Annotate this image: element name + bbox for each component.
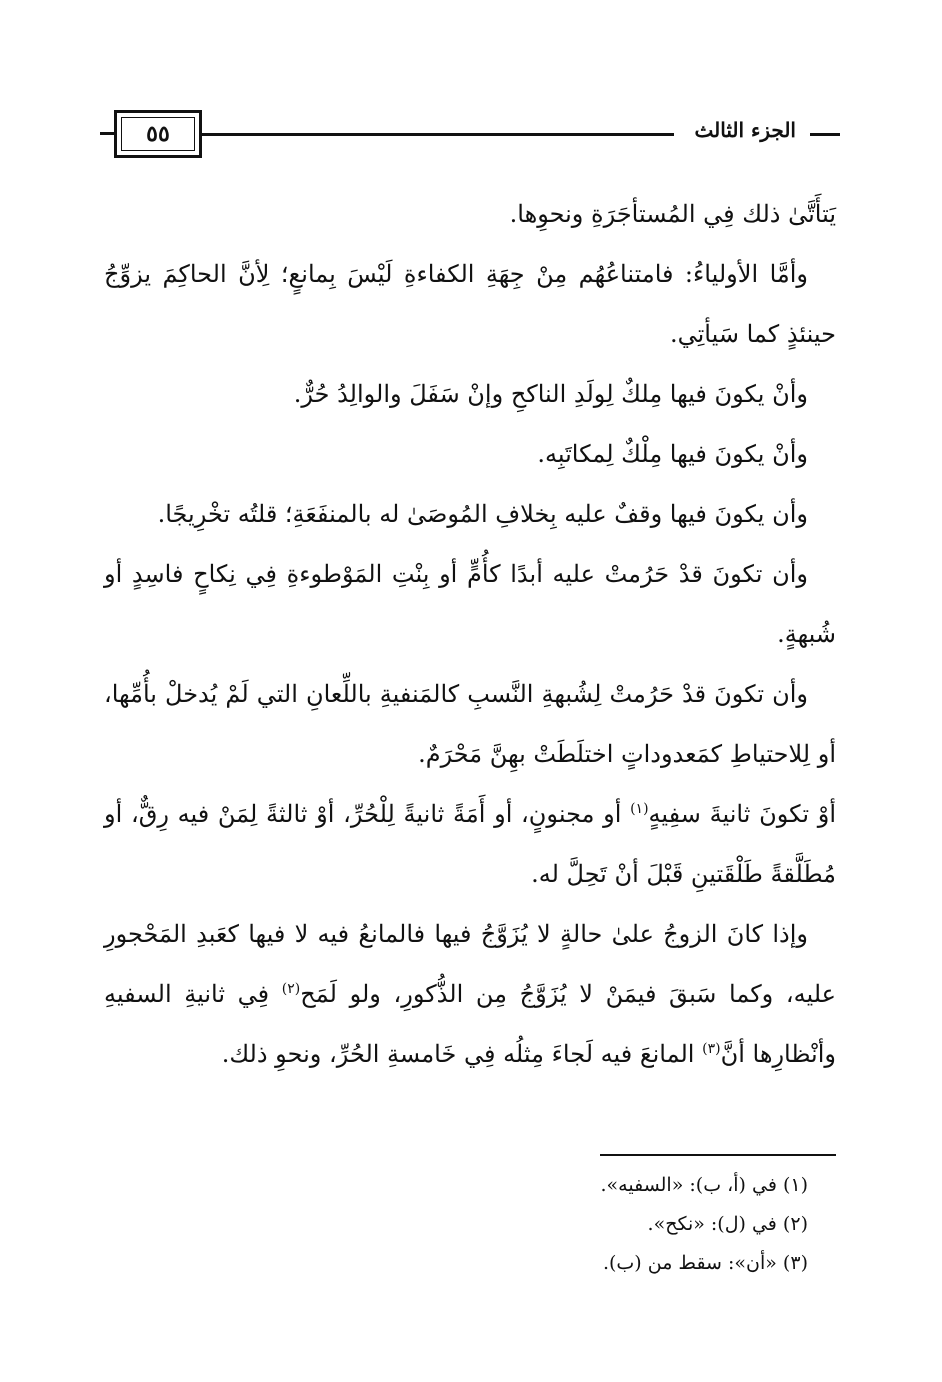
page-number: ٥٥ (146, 121, 170, 147)
paragraph: وأن تكونَ قدْ حَرُمتْ عليه أبدًا كأُمٍّ أو بِنْتِ المَوْطوءةِ فِي نِكاحٍ فاسِدٍ أو شُبهةٍ. (104, 560, 836, 648)
text-run: المانعَ فيه لَجاءَ مِثلُه فِي خَامسةِ الحُرِّ، ونحوِ ذلك. (221, 1040, 703, 1068)
text-run: وإذا كانَ الزوجُ علىٰ حالةٍ لا يُزَوَّجُ فيها فالمانعُ فيه لا فيها كعَبدِ المَحْجورِ عليه، وكما سَبقَ فيمَنْ لا يُزَوَّجُ مِن الذُّكورِ، ولو لَمَح (104, 920, 836, 1008)
footnote-mark: (٢) (281, 981, 301, 997)
main-text (104, 184, 836, 1084)
text-run: فِي ثانيةِ السفيهِ وأنْظارِها أنَّ (104, 980, 836, 1068)
paragraph: وأن تكونَ قدْ حَرُمتْ لِشُبهةِ النَّسبِ كالمَنفيةِ باللِّعانِ التي لَمْ يُدخلْ بأُمِّها، أو لِلاحتياطِ كمَعدوداتٍ اختلَطَتْ بهِنَّ مَحْرَمٌ. (104, 680, 836, 768)
footnote-mark: (١) (630, 801, 649, 817)
footnote-separator (600, 1154, 836, 1156)
header-rule-right (810, 133, 840, 136)
footnotes (104, 1166, 808, 1283)
paragraph (104, 784, 836, 904)
paragraph: وأنْ يكونَ فيها مِلكٌ لِولَدِ الناكحِ وإنْ سَفَلَ والوالِدُ حُرٌّ. (293, 380, 808, 408)
footnote: (٢) في (ل): «نكح». (647, 1213, 808, 1235)
page-number-frame (114, 110, 202, 158)
part-title: الجزء الثالث (694, 118, 796, 142)
page-header (100, 108, 840, 160)
header-rule-middle (202, 133, 674, 136)
text-run: أوْ تكونَ ثانيةَ سفِيهٍ (648, 800, 836, 828)
paragraph: وأمَّا الأولياءُ: فامتناعُهُم مِنْ جِهَةِ الكفاءةِ لَيْسَ بِمانعٍ؛ لِأنَّ الحاكِمَ يزوِّجُ حينئذٍ كما سَيأتِي. (104, 260, 836, 348)
paragraph: يَتأَتَّىٰ ذلك فِي المُستأجَرَةِ ونحوِها. (509, 200, 836, 228)
footnote: (١) في (أ، ب): «السفيه». (600, 1174, 808, 1196)
text-run: أو مجنونٍ، أو أَمَةً ثانيةً لِلْحُرِّ، أوْ ثالثةً لِمَنْ فيه رِقٌّ، أو مُطَلَّقةً طَلْقَتينِ قَبْلَ أنْ تَحِلَّ له. (104, 800, 836, 888)
paragraph (104, 904, 836, 1084)
header-rule-left (100, 132, 114, 135)
paragraph: وأن يكونَ فيها وقفٌ عليه بِخلافِ المُوصَىٰ له بالمنفَعَةِ؛ قلتُه تخْرِيجًا. (157, 500, 808, 528)
footnote-mark: (٣) (702, 1041, 721, 1057)
footnote: (٣) «أن»: سقط من (ب). (602, 1252, 808, 1274)
paragraph: وأنْ يكونَ فيها مِلْكٌ لِمكاتَبِه. (537, 440, 808, 468)
